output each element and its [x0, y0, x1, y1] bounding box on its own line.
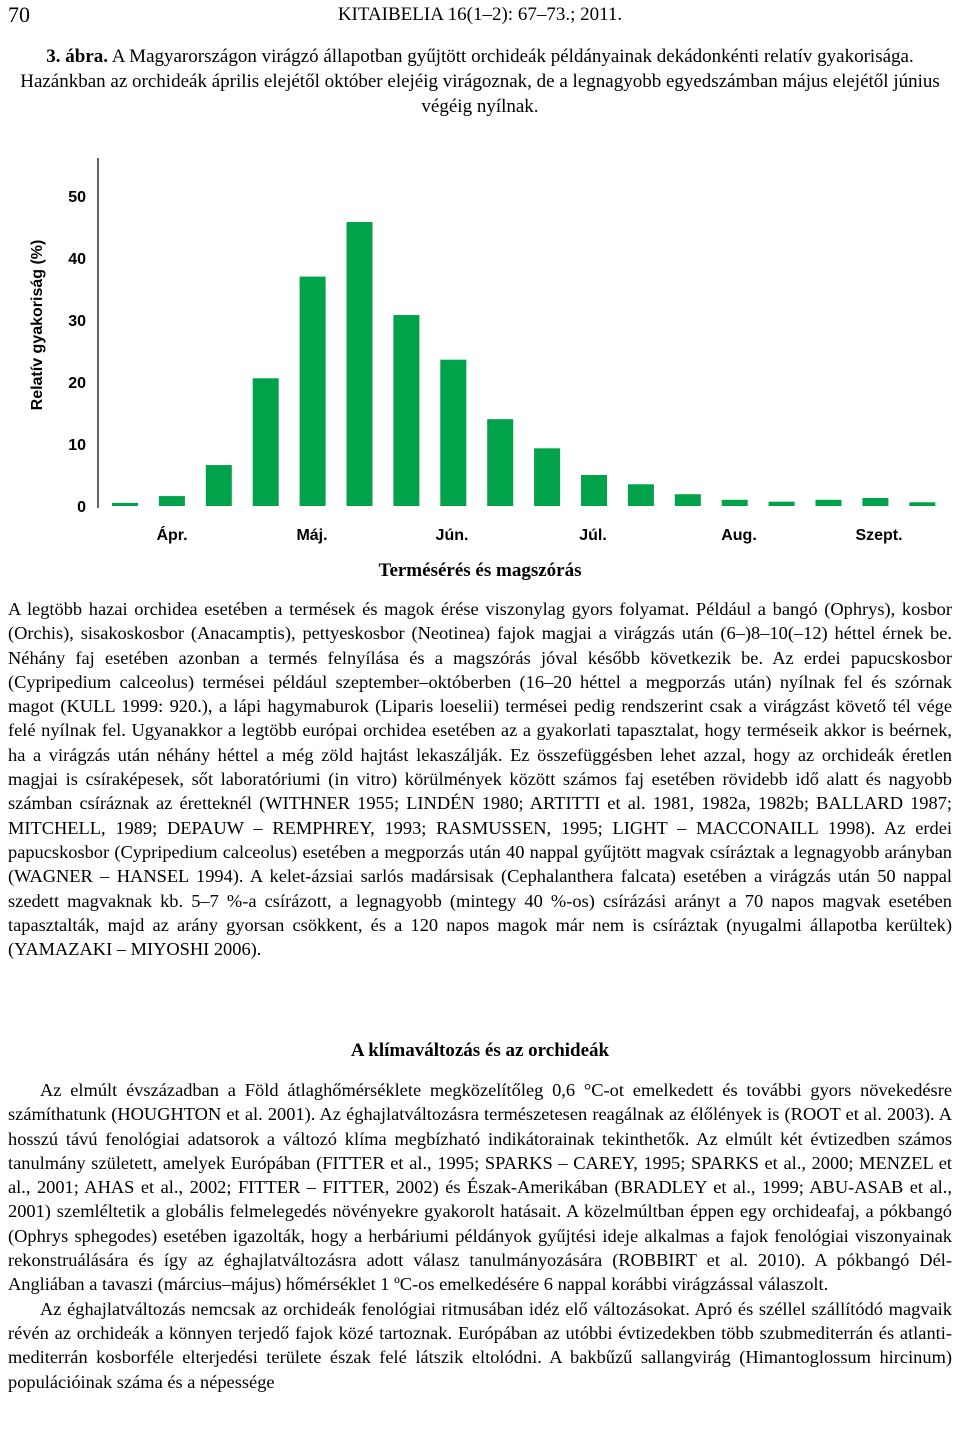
journal-citation: KITAIBELIA 16(1–2): 67–73.; 2011.: [337, 4, 623, 25]
bar: [487, 419, 513, 506]
y-tick-label: 30: [68, 313, 86, 330]
bar: [112, 503, 138, 506]
bar: [816, 500, 842, 506]
month-label: Szept.: [855, 527, 903, 544]
section-title-fruiting: Termésérés és magszórás: [378, 560, 582, 581]
bar: [722, 500, 748, 506]
bar: [253, 378, 279, 506]
bar: [347, 222, 373, 506]
y-tick-label: 20: [68, 375, 86, 392]
bar: [206, 465, 232, 506]
month-labels: [156, 525, 902, 544]
climate-paragraphs: [8, 1078, 952, 1394]
month-label: Máj.: [296, 527, 328, 544]
bar: [909, 502, 935, 506]
section-title-climate: A klímaváltozás és az orchideák: [350, 1040, 610, 1061]
climate-paragraph-1: Az elmúlt évszázadban a Föld átlaghőmérséklete megközelítőleg 0,6 °C-ot emelkedett és további gyors növekedésre számíthatunk (HOUGHTON et al. 2001). Az éghajlatváltozásra természetesen reagálnak az élőlények is (ROOT et al. 2003). A hosszú távú fenológiai adatsorok a változó klíma megbízható indikátorainak tekinthetők. Az elmúlt két évtizedben számos tanulmány született, amelyek Európában (FITTER et al., 1995; SPARKS – CAREY, 1995; SPARKS et al., 2000; MENZEL et al., 2001; AHAS et al., 2002; FITTER – FITTER, 2002) és Észak-Amerikában (BRADLEY et al., 1999; ABU-ASAB et al., 2001) szemléltetik a globális felmelegedés növényekre gyakorolt hatásait. A közelmúltban éppen egy orchideafaj, a pókbangó (Ophrys sphegodes) esetében igazolták, hogy a herbáriumi példányok gyűjtési ideje alkalmas a fajok fenológiai viszonyainak rekonstruálására és így az éghajlatváltozásra adott válasz tanulmányozására (ROBBIRT et al. 2010). A pókbangó Dél-Angliában a tavaszi (március–május) hőmérséklet 1 ºC-os emelkedésére 6 nappal korábbi virágzással válaszolt.: [8, 1080, 952, 1295]
figure-caption: [8, 44, 952, 119]
bar: [300, 277, 326, 506]
bar-chart: [0, 150, 960, 550]
fruiting-paragraph: [8, 597, 952, 961]
y-tick-label: 50: [68, 189, 86, 206]
page-number: 70: [8, 2, 30, 27]
y-tick-label: 0: [77, 499, 86, 516]
bar: [581, 475, 607, 506]
climate-paragraph-2: Az éghajlatváltozás nemcsak az orchideák fenológiai ritmusában idéz elő változásokat. Apró és széllel szállítódó magvaik révén az orchideák a könnyen terjedő fajok közé tartoznak. Európában az utóbbi évtizedekben több szubmediterrán és atlanti-mediterrán kosborféle elterjedési területe észak felé látszik eltolódni. A bakbűzű sallangvirág (Himantoglossum hircinum) populációinak száma és a népessége: [8, 1298, 952, 1392]
y-tick-label: 40: [68, 251, 86, 268]
month-label: Aug.: [721, 527, 757, 544]
figure-caption-text: A Magyarországon virágzó állapotban gyűjtött orchideák példányainak dekádonkénti relatív gyakorisága. Hazánkban az orchideák április elejétől október elejéig virágoznak, de a legnagyobb egyedszámban május elejétől június végéig nyílnak.: [20, 46, 940, 117]
y-ticks: [68, 189, 86, 516]
bar: [393, 315, 419, 506]
y-axis-label: Relatív gyakoriság (%): [29, 239, 46, 411]
figure-label: 3. ábra.: [46, 46, 109, 67]
month-label: Jún.: [435, 527, 469, 544]
bars: [112, 222, 935, 506]
bar: [862, 498, 888, 506]
bar: [534, 448, 560, 506]
bar: [440, 360, 466, 506]
page-header: [0, 0, 960, 44]
month-label: Júl.: [579, 527, 607, 544]
month-label: Ápr.: [156, 527, 188, 544]
bar: [159, 496, 185, 506]
y-tick-label: 10: [68, 437, 86, 454]
bar: [769, 502, 795, 506]
bar: [628, 484, 654, 506]
fruiting-paragraph-text: A legtöbb hazai orchidea esetében a termések és magok érése viszonylag gyors folyamat. Például a bangó (Ophrys), kosbor (Orchis), sisakoskosbor (Anacamptis), pettyeskosbor (Neotinea) fajok magjai a virágzás után (6–)8–10(–12) héttel érnek be. Néhány faj esetében azonban a termés felnyílása és a magszórás jóval később következik be. Az erdei papucskosbor (Cypripedium calceolus) termései például szeptember–októberben (16–20 héttel a megporzás után) nyílnak fel és szórnak magot (KULL 1999: 920.), a lápi hagymaburok (Liparis loeselii) termései pedig rendszerint csak a virágzást követő tél vége felé nyílnak fel. Ugyanakkor a legtöbb európai orchidea esetében az a gyakorlati tapasztalat, hogy terméseik akkor is beérnek, ha a virágzás után néhány héttel a még zöld hajtást lekaszálják. Ez összefüggésben lehet azzal, hogy az orchideák éretlen magjai is csíraképesek, sőt laboratóriumi (in vitro) körülmények között számos faj esetében rövidebb idő alatt és nagyobb számban csíráznak az éretteknél (WITHNER 1955; LINDÉN 1980; ARTITTI et al. 1981, 1982a, 1982b; BALLARD 1987; MITCHELL, 1989; DEPAUW – REMPHREY, 1993; RASMUSSEN, 1995; LIGHT – MACCONAILL 1998). Az erdei papucskosbor (Cypripedium calceolus) esetében a megporzás után 40 nappal gyűjtött magvak csíráztak a legnagyobb arányban (WAGNER – HANSEL 1994). A kelet-ázsiai sarlós madársisak (Cephalanthera falcata) esetében a virágzás után 50 nappal szedett magvaknak kb. 5–7 %-a csírázott, a legnagyobb (mintegy 40 %-os) csírázási arányt a 70 napos magvak esetében tapasztalták, majd az arány gyorsan csökkent, és a 120 napos magok már nem is csíráztak (nyugalmi állapotba kerültek) (YAMAZAKI – MIYOSHI 2006).: [8, 599, 952, 960]
bar: [675, 494, 701, 506]
